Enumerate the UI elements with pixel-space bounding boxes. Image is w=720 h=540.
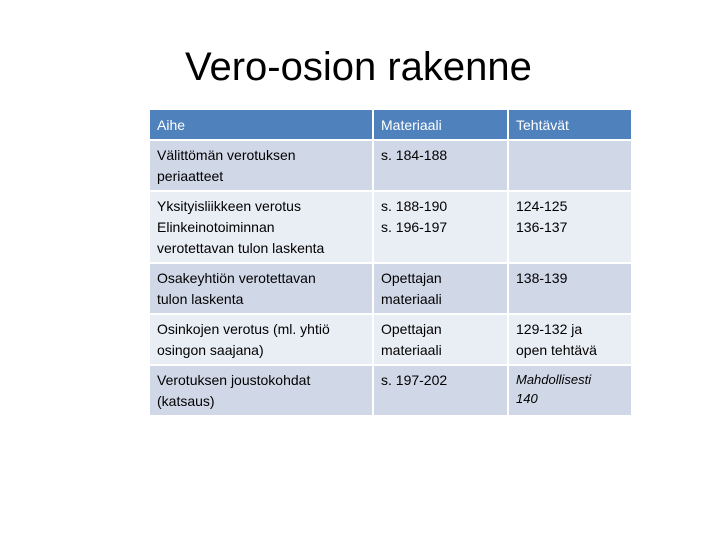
cell-aihe <box>150 263 373 314</box>
header-tehtavat: Tehtävät <box>508 110 631 140</box>
cell-line: s. 196-197 <box>381 219 448 235</box>
cell-tehtavat <box>508 263 631 314</box>
cell-line: 138-139 <box>516 270 568 286</box>
cell-aihe <box>150 140 373 191</box>
cell-line: materiaali <box>381 342 442 358</box>
cell-tehtavat <box>508 191 631 263</box>
cell-line: Opettajan <box>381 270 442 286</box>
cell-line: Mahdollisesti <box>516 372 592 387</box>
cell-line: s. 184-188 <box>381 147 448 163</box>
table-row <box>150 314 631 365</box>
cell-line: 136-137 <box>516 219 568 235</box>
topic-table <box>150 110 631 417</box>
cell-line: periaatteet <box>157 168 224 184</box>
header-materiaali: Materiaali <box>373 110 508 140</box>
cell-aihe <box>150 191 373 263</box>
cell-line: Opettajan <box>381 321 442 337</box>
table-row <box>150 263 631 314</box>
cell-line: s. 188-190 <box>381 198 448 214</box>
cell-line: s. 197-202 <box>381 372 448 388</box>
slide-title: Vero-osion rakenne <box>185 45 532 89</box>
cell-tehtavat <box>508 365 631 416</box>
cell-materiaali <box>373 365 508 416</box>
table-row <box>150 140 631 191</box>
cell-line: Välittömän verotuksen <box>157 147 296 163</box>
cell-line: open tehtävä <box>516 342 597 358</box>
cell-line: Osakeyhtiön verotettavan <box>157 270 316 286</box>
table-row <box>150 365 631 416</box>
cell-line: (katsaus) <box>157 393 215 409</box>
cell-materiaali <box>373 263 508 314</box>
header-aihe: Aihe <box>150 110 373 140</box>
cell-line: 140 <box>516 391 538 406</box>
table-header-row <box>150 110 631 140</box>
cell-line: osingon saajana) <box>157 342 264 358</box>
cell-line: Elinkeinotoiminnan <box>157 219 275 235</box>
cell-tehtavat <box>508 140 631 191</box>
cell-materiaali <box>373 191 508 263</box>
cell-line: materiaali <box>381 291 442 307</box>
cell-materiaali <box>373 140 508 191</box>
cell-line: 129-132 ja <box>516 321 583 337</box>
cell-tehtavat <box>508 314 631 365</box>
cell-line: verotettavan tulon laskenta <box>157 240 325 256</box>
table-row <box>150 191 631 263</box>
cell-line: tulon laskenta <box>157 291 244 307</box>
cell-line: 124-125 <box>516 198 568 214</box>
cell-line: Verotuksen joustokohdat <box>157 372 311 388</box>
cell-line: Yksityisliikkeen verotus <box>157 198 301 214</box>
cell-aihe <box>150 365 373 416</box>
cell-aihe <box>150 314 373 365</box>
cell-materiaali <box>373 314 508 365</box>
cell-line: Osinkojen verotus (ml. yhtiö <box>157 321 330 337</box>
